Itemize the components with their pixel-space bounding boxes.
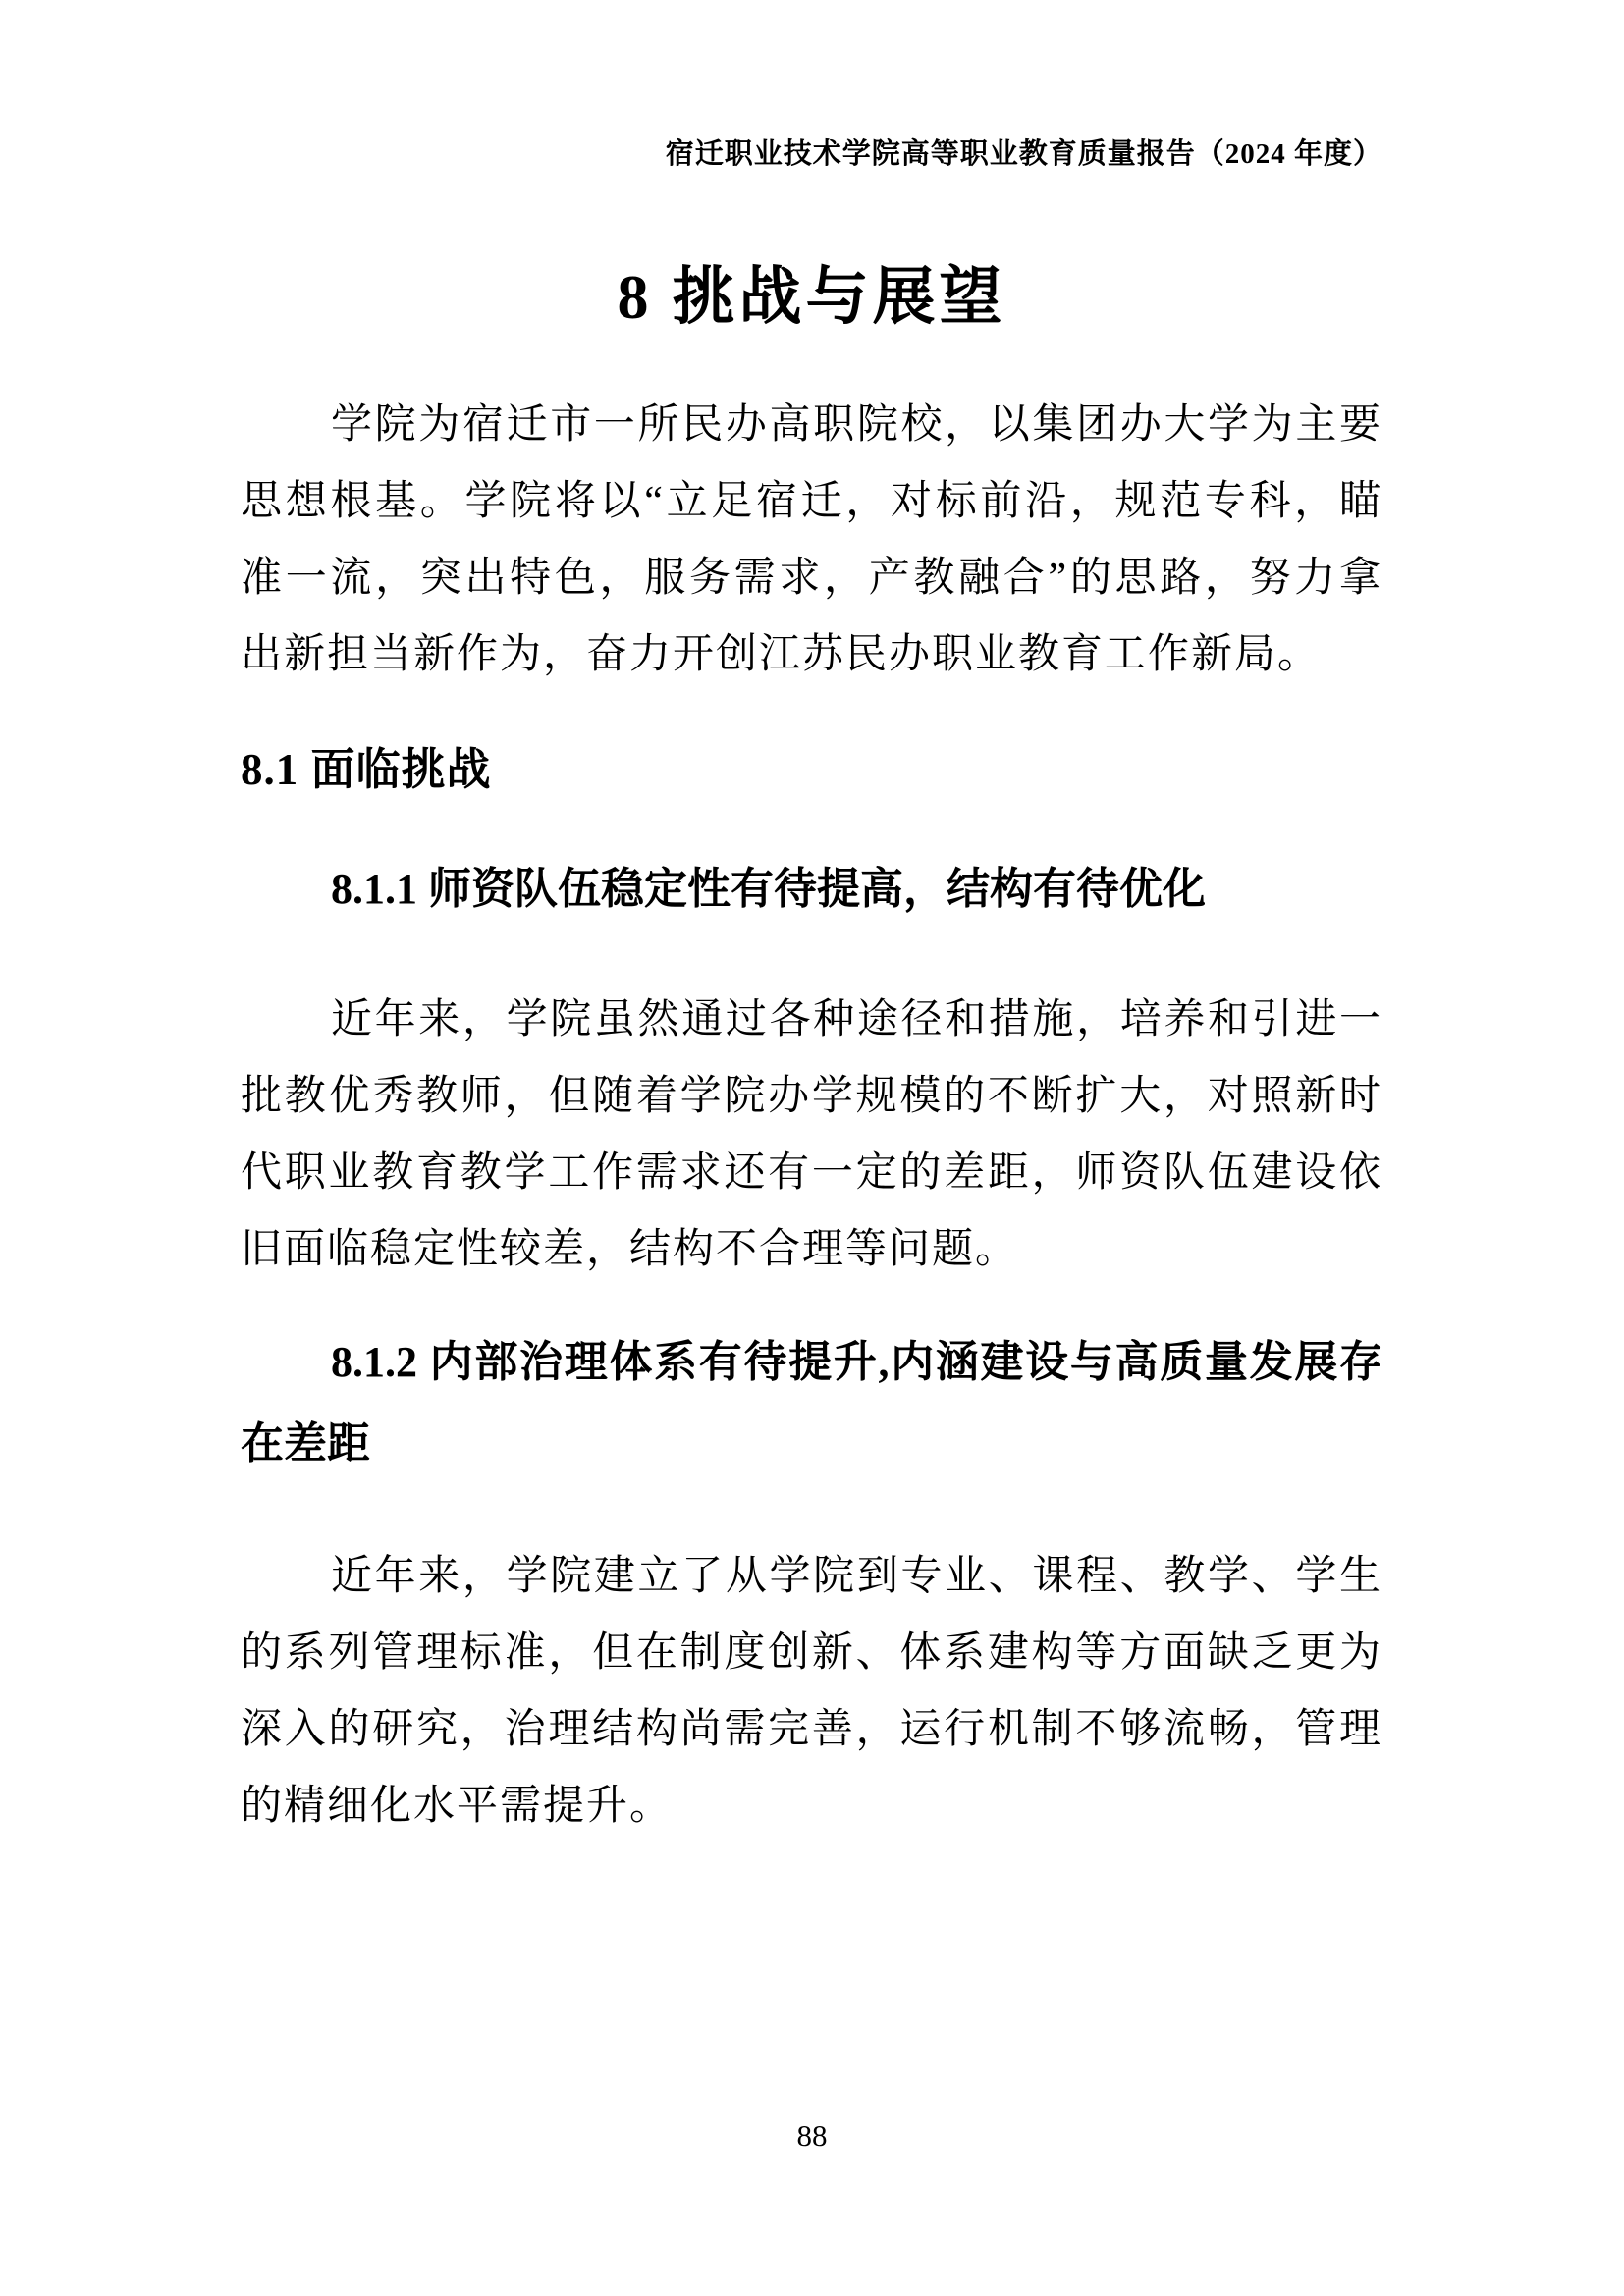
subsection-8-1-2-paragraph: 近年来，学院建立了从学院到专业、课程、教学、学生的系列管理标准，但在制度创新、体系建构等方面缺乏更为深入的研究，治理结构尚需完善，运行机制不够流畅，管理的精细化水平需提升。 bbox=[241, 1554, 1382, 1829]
intro-paragraph: 学院为宿迁市一所民办高职院校，以集团办大学为主要思想根基。学院将以“立足宿迁，对标前沿，规范专科，瞄准一流，突出特色，服务需求，产教融合”的思路，努力拿出新担当新作为，奋力开创江苏民办职业教育工作新局。 bbox=[241, 402, 1382, 677]
running-header: 宿迁职业技术学院高等职业教育质量报告（2024 年度） bbox=[665, 138, 1382, 170]
chapter-title: 8 挑战与展望 bbox=[617, 261, 1006, 332]
page-number: 88 bbox=[796, 2118, 828, 2153]
subsection-8-1-1-paragraph: 近年来，学院虽然通过各种途径和措施，培养和引进一批教优秀教师，但随着学院办学规模的不断扩大，对照新时代职业教育教学工作需求还有一定的差距，师资队伍建设依旧面临稳定性较差，结构不合理等问题。 bbox=[241, 997, 1382, 1272]
subsection-8-1-2-heading: 8.1.2 内部治理体系有待提升,内涵建设与高质量发展存在差距 bbox=[241, 1338, 1382, 1468]
section-8-1-heading: 8.1 面临挑战 bbox=[241, 745, 492, 795]
subsection-8-1-1-heading: 8.1.1 师资队伍稳定性有待提高，结构有待优化 bbox=[331, 865, 1206, 913]
